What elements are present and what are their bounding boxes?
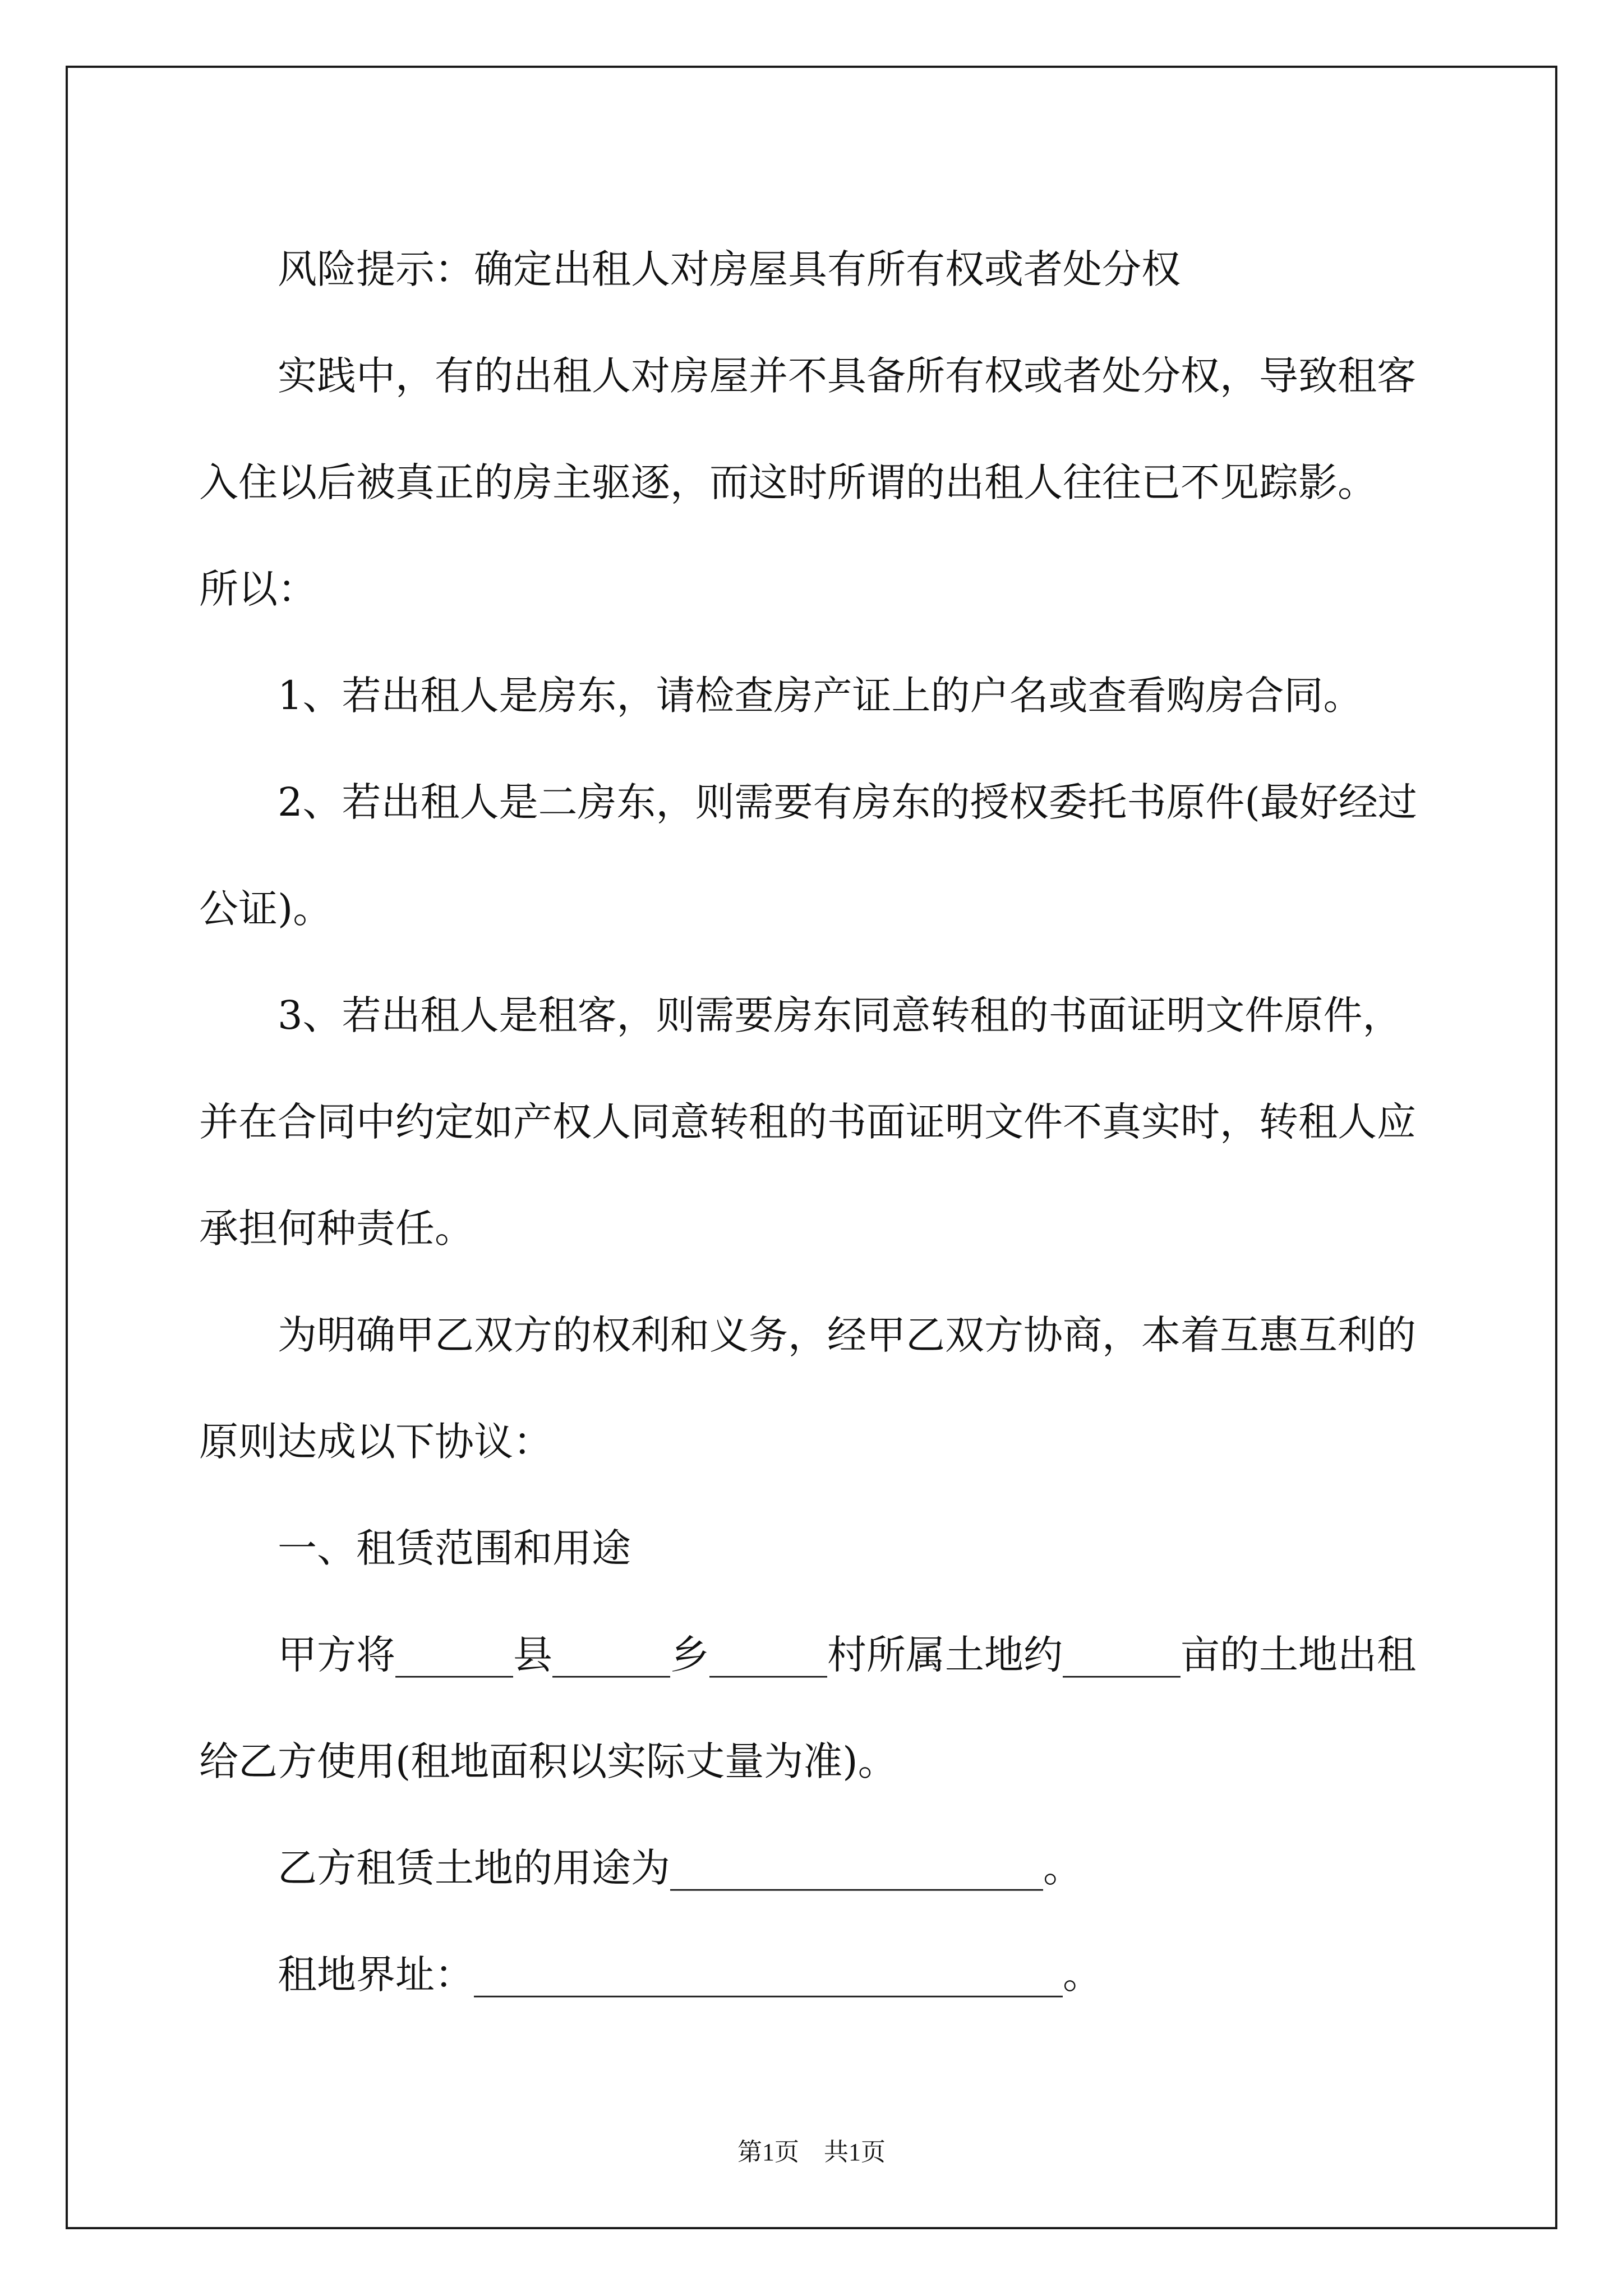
page-footer: 第1页 共1页 [737, 2138, 886, 2166]
paragraph-land-lease: 甲方将______县______乡______村所属土地约______亩的土地出租给乙方使用(租地面积以实际丈量为准)。 [199, 1632, 1416, 1784]
paragraph-item-3: 3、若出租人是租客，则需要房东同意转租的书面证明文件原件，并在合同中约定如产权人同意转租的书面证明文件不真实时，转租人应承担何种责任。 [199, 992, 1416, 1251]
paragraph-item-2: 2、若出租人是二房东，则需要有房东的授权委托书原件(最好经过公证)。 [199, 779, 1417, 932]
document-body [199, 216, 1433, 2028]
paragraph-boundary: 租地界址：______________________________。 [278, 1952, 1102, 1998]
risk-title: 风险提示：确定出租人对房屋具有所有权或者处分权 [278, 246, 1181, 292]
paragraph-item-1: 1、若出租人是房东，请检查房产证上的户名或查看购房合同。 [278, 673, 1363, 719]
paragraph-practice: 实践中，有的出租人对房屋并不具备所有权或者处分权，导致租客入住以后被真正的房主驱逐，而这时所谓的出租人往往已不见踪影。 [199, 353, 1416, 505]
paragraph-agreement: 为明确甲乙双方的权利和义务，经甲乙双方协商，本着互惠互利的原则达成以下协议： [199, 1312, 1416, 1465]
section-heading-1: 一、租赁范围和用途 [278, 1525, 631, 1571]
paragraph-therefore: 所以： [199, 566, 317, 612]
paragraph-land-use: 乙方租赁土地的用途为___________________。 [278, 1845, 1082, 1891]
